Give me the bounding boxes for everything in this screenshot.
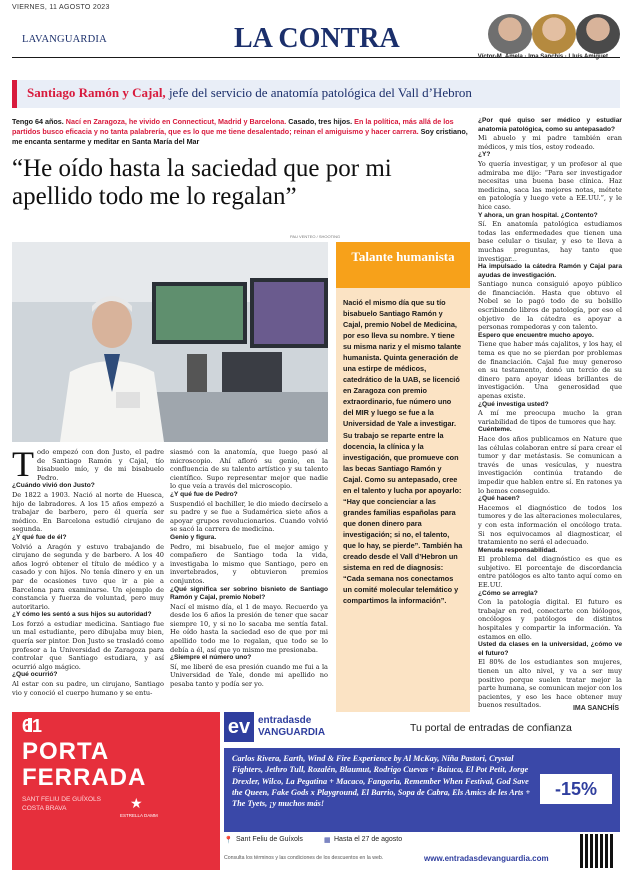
answer: Los forzó a estudiar medicina. Santiago fue un mal estudiante, pero dibujaba muy bien, quería ser pintor. Don Justo se trasladó como profesor a la Universidad de Zaragoza para controlar que Santiago estudiara, y así ocurrió algo mágico. [12,619,164,671]
ad-edition: 61 [22,716,43,736]
photo-credit: PAU VENTEO / SHOOTING [290,234,341,239]
answer: Suspendió el bachiller, le dio miedo decírselo a su padre y se fue a Sudamérica siete años a apoyar grupos revolucionarios. Cuando volvió se sacó la carrera de medicina. [170,499,328,534]
answer: A mí me preocupa mucho la gran variabilidad de tipos de tumores que hay. [478,409,622,426]
question: ¿Qué ocurrió? [12,671,58,679]
intro-text: Nací en Zaragoza, he vivido en Connecticut, Madrid y Barcelona. [65,117,289,126]
interviewee-bar [12,80,620,108]
photo-illustration [12,242,328,442]
question: Usted da clases en la universidad, ¿cómo ve el futuro? [478,641,622,657]
answer: Volvió a Aragón y estuvo trabajando de cirujano de segunda y de barbero. A los 40 años logró obtener el título de médico y a casado y con hijos. No tenía dinero y en un par de ocasiones tuvo que ir a pie a Barcelona para examinarse. Un ejemplo de constancia y fuerza de voluntad, pero muy autoritario. [12,542,164,611]
ad-location: SANT FELIU DE GUÍXOLS [22,796,101,803]
author-photo [576,14,620,54]
ad-date: Hasta el 27 de agosto [334,836,403,843]
article-column-1 [12,444,164,697]
ad-tagline: Tu portal de entradas de confianza [410,722,572,734]
answer: Al estar con su padre, un cirujano, Santiago vio y conoció el cuerpo humano y se entu- [12,680,164,697]
answer: Santiago nunca consiguió apoyo público de financiación. Hasta que obtuvo el Nobel se lo pagó todo de su bolsillo escribiendo libros de patología, por eso el objetivo de la cátedra es apoyar a personas rompedoras y con talento. [478,280,622,332]
interview-photo [12,242,328,442]
question: ¿Y cómo les sentó a sus hijos su autoridad? [12,611,152,619]
pin-icon: 📍 [224,837,233,844]
question: ¿Qué significa ser sobrino bisnieto de Santiago Ramón y Cajal, premio Nobel? [170,585,328,602]
answer: El 80% de los estudiantes son mujeres, tienen un alto nivel, y va a ser muy positivo porque suelen tratar mejor la parte humana, se comunican mejor con los pacientes, y eso les hace obtener muy buenos resultados. [478,658,622,710]
question: ¿Cómo se arregla? [478,589,538,597]
question: ¿Y qué fue de él? [12,533,67,541]
answer: El problema del diagnóstico es que es subjetivo. El porcentaje de discordancia entre patólogos es alto tanto aquí como en EE.UU. [478,555,622,590]
question: ¿Y qué fue de Pedro? [170,490,238,498]
sidebar-paragraph: Su trabajo se reparte entre la docencia, la clínica y la investigación, que promueve con las becas Santiago Ramón y Cajal. Como su antepasado, cree en el talento y lucha por apoyarlo: “Hay que concienciar a las grandes familias españolas para que donen dinero para investigación; si no, el talento, que lo hay, se pierde”. También ha creado desde el Vall d’Hebron un sistema en red de diagnosis: “Cada semana nos conectamos un comité molecular telemático y compartimos la información”. [343,431,463,605]
author-photos [484,14,620,54]
intro-text: Soy cristiano, me encanta sentarme y meditar en Santa María del Mar [12,127,468,146]
intro-text: En la política, más allá de los partidos busco eficacia y no tanta palabrería, que es lo que me tiene desalentado; reinan el amiguismo y hacer carrera. [12,117,454,136]
advertisement[interactable] [12,712,620,870]
intro-paragraph [12,117,468,147]
question: Y ahora, un gran hospital. ¿Contento? [478,211,598,219]
interviewee-name: Santiago Ramón y Cajal, [27,85,166,100]
ad-festival-panel [12,712,220,870]
article-column-2 [170,448,328,689]
article-lead: odo empezó con don Justo, el padre de Santiago Ramón y Cajal, tío bisabuelo mío, y de mi bisabuelo Pedro. [37,448,164,482]
answer: Tiene que haber más cajalitos, y los hay, el tema es que no se pierdan por problemas de financiación. Cajal fue muy generoso en su testamento, donó un tercio de su dinero para apoyar ideas brillantes de investigación. Una generosidad que apenas existe. [478,340,622,400]
intro-text: Casado, tres hijos. [288,117,355,126]
ad-lineup: Carlos Rivera, Earth, Wind & Fire Experience by Al McKay, Niña Pastori, Crystal Fighters, Jethro Tull, Rozalén, Blaumut, Rodrigo Cuevas + Baiuca, El Pot Petit, Jorge Drexler, Wilco, La Pegatina + Macaco, Fangoria, Remember When Festival, God Save the Queen, Fake Gods x Playground, El Barrio, Sopa de Cabra, Els Amics de les Arts + The Tyets, ¡y muchos más! [232,754,531,809]
issue-date: VIERNES, 11 AGOSTO 2023 [12,4,110,11]
ad-logo-text: entradasde VANGUARDIA [258,715,326,738]
ad-url[interactable]: www.entradasdevanguardia.com [424,854,549,863]
ad-logo-icon: ev [224,712,254,742]
masthead [12,14,620,58]
question: Ha impulsado la cátedra Ramón y Cajal para ayudas de investigación. [478,263,622,279]
drop-cap: T [12,444,34,484]
question: ¿Qué investiga usted? [478,400,549,408]
question: ¿Siempre el número uno? [170,654,252,662]
ad-place: Sant Feliu de Guíxols [236,836,303,843]
sidebar-box [336,242,470,752]
answer: Con la patología digital. El futuro es trabajar en red, conectarte con biólogos, oncólogos y patólogos de distintos hospitales y compartir la información. Ya estamos en ello. [478,598,622,641]
question: ¿Por qué quiso ser médico y estudiar anatomía patológica, como su antepasado? [478,117,622,133]
qr-code-icon[interactable] [580,834,614,868]
ad-festival-name: FERRADA [22,764,147,791]
intro-text: Tengo 64 años. [12,117,66,126]
question: ¿Cuándo vivió don Justo? [12,482,95,490]
byline-signature: IMA SANCHÍS [572,705,619,712]
answer: Nací el mismo día, el 1 de mayo. Recuerdo ya desde los 6 años la presión de tener que sacar siempre 10, y si no lo sacaba me sentía fatal. He oído hasta la saciedad eso de que por mi apellido todo me lo regalan, que todo se lo debía a él, así que yo mismo me presionaba. [170,602,328,654]
star-icon: ★ [130,796,143,812]
answer: siasmó con la anatomía, que luego pasó al microscopio. Ahí afloró su genio, en la confluencia de su talento artístico y su talento científico. Supo representar mejor que nadie lo que veía a través del microscopio. [170,448,328,491]
sidebar-paragraph: Nació el mismo día que su tío bisabuelo Santiago Ramón y Cajal, premio Nobel de Medicina, por eso lleva su nombre. Y tiene su misma nariz y el mismo talante humanista. Quinta generación de una estirpe de médicos, catedrático de la UAB, se licenció en Zaragoza con premio extraordinario, fue número uno del MIR y luego se fue a la Universidad de Yale a investigar. [343,298,462,428]
headline: “He oído hasta la saciedad que por mi apellido todo me lo regalan” [12,155,392,210]
answer: Pedro, mi bisabuelo, fue el mejor amigo y compañero de Santiago toda la vida, investigaba lo mismo que Santiago, pero en invertebrados, y obtuvieron premios conjuntos. [170,542,328,585]
newspaper-logo: LAVANGUARDIA [22,34,107,45]
answer: Mi abuelo y mi padre también eran médicos, y mis tíos, estoy rodeado. [478,134,622,151]
answer: Sí, me liberé de esa presión cuando me fui a la Universidad de Yale, donde mi apellido no pesaba tanto y podía ser yo. [170,662,328,689]
author-photo [532,14,576,54]
answer: De 1822 a 1903. Nació al norte de Huesca, hijo de labradores. A los 15 años empezó a trabajar de barbero, pero él quería ser médico. En Barcelona estudió cirujano de segunda. [12,490,164,534]
interviewee-role: jefe del servicio de anatomía patológica del Vall d’Hebron [165,85,472,100]
sidebar-title: Talante humanista [336,242,470,288]
answer: Sí. En anatomía patológica estudiamos todas las enfermedades que tienen una base celular o tisular, y eso te lleva a muchas preguntas, hay tanto que investigar... [478,220,622,263]
question: Espero que encuentre mucho apoyo. [478,331,594,339]
sidebar-text [343,297,463,607]
question: Genio y figura. [170,533,217,541]
question: Menuda responsabilidad. [478,546,558,554]
ad-legal: Consulta los términos y las condiciones de los descuentos en la web. [224,855,384,861]
answer: Hace dos años publicamos en Nature que las células colaboran entre sí para crear el tumor y dar metástasis. Se comunican a través de unas vesículas, y nuestra investigación continúa tratando de impedir que hablen entre sí. En ratones ya lo hemos conseguido. [478,434,622,495]
section-title: LA CONTRA [234,23,400,54]
article-column-3 [478,117,622,710]
answer: Hacemos el diagnóstico de todos los tumores y de las alteraciones moleculares, y con esta información el oncólogo trata. Si nos equivocamos al diagnosticar, el tratamiento no será el adecuado. [478,503,622,547]
ad-festival-name: PORTA [22,738,110,765]
ad-discount-badge: -15% [540,774,612,804]
author-names: Víctor-M. Amela · Ima Sanchís · Lluís Amiguet [477,54,608,60]
ad-ticket-panel [224,712,620,870]
question: ¿Qué hacen? [478,495,520,503]
question: Cuénteme. [478,426,512,434]
ad-sponsor: ESTRELLA DAMM [120,813,158,818]
ad-location: COSTA BRAVA [22,805,67,812]
answer: Yo quería investigar, y un profesor al que admiraba me dijo: “Para ser investigador necesitas una buena base clínica. Haz medicina, saca las mejores notas, métete en patología y luego vete a EE.UU.”, y le hice caso. [478,159,622,211]
calendar-icon: ▦ [324,837,331,844]
author-photo [488,14,532,54]
ad-lineup-banner [224,748,620,832]
question: ¿Y? [478,151,491,159]
